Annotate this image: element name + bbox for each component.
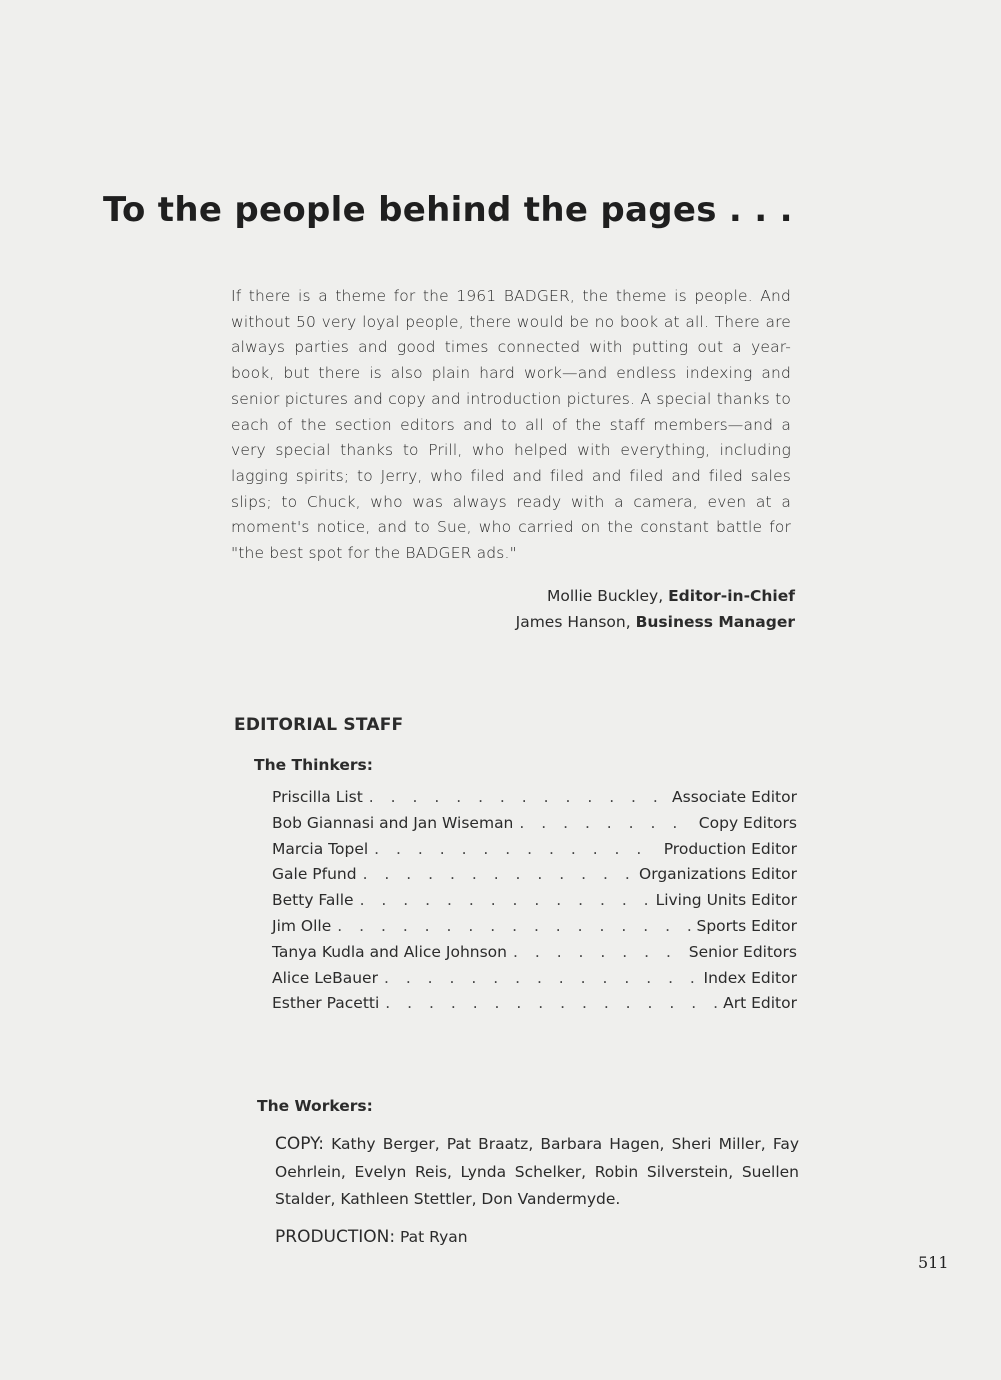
editorial-staff-heading: EDITORIAL STAFF (234, 715, 404, 735)
leader-dots (513, 943, 683, 961)
copy-label: COPY: (275, 1134, 324, 1154)
leader-dots (360, 891, 650, 909)
staff-role: Living Units Editor (655, 891, 797, 910)
staff-role: Senior Editors (688, 942, 797, 961)
signature-line (516, 584, 795, 610)
signature-name: James Hanson, (515, 612, 631, 631)
staff-name: Bob Giannasi and Jan Wiseman (272, 813, 514, 832)
copy-names: Kathy Berger, Pat Braatz, Barbara Hagen, Sheri Miller, Fay Oehrlein, Evelyn Reis, Lynda Schelker, Robin Silverstein, Suellen Stalder, Kathleen Stettler, Don Vandermyde. (275, 1135, 799, 1208)
staff-role: Organizations Editor (639, 865, 797, 884)
staff-name: Gale Pfund (272, 865, 357, 884)
leader-dots (384, 969, 698, 987)
leader-dots (385, 994, 717, 1012)
leader-dots (519, 814, 692, 832)
leader-dots (363, 865, 633, 883)
staff-name: Priscilla List (272, 788, 363, 806)
workers-heading: The Workers: (257, 1097, 373, 1115)
staff-row (272, 814, 797, 840)
production-label: PRODUCTION: (275, 1227, 396, 1247)
staff-name: Esther Pacetti (272, 994, 380, 1013)
staff-name: Alice LeBauer (272, 968, 378, 987)
signature-block (516, 584, 795, 635)
staff-row (272, 788, 797, 814)
leader-dots (337, 917, 690, 935)
signature-role: Business Manager (635, 612, 795, 631)
staff-role: Sports Editor (696, 916, 797, 935)
staff-name: Betty Falle (272, 891, 354, 910)
copy-staff (275, 1131, 799, 1214)
staff-name: Marcia Topel (272, 839, 369, 858)
intro-paragraph: If there is a theme for the 1961 BADGER, the theme is people. And without 50 very loyal people, there would be no book at all. There are always parties and good times connected with putting out a year-book, but there is also plain hard work—and endless indexing and senior pictures and copy and introduction pictures. A special thanks to each of the section editors and to all of the staff members—and a very special thanks to Prill, who helped with everything, including lagging spirits; to Jerry, who filed and filed and filed and filed sales slips; to Chuck, who was always ready with a camera, even at a moment's notice, and to Sue, who carried on the constant battle for "the best spot for the BADGER ads." (231, 287, 791, 563)
staff-name: Jim Olle (272, 916, 332, 935)
thinkers-heading: The Thinkers: (254, 756, 373, 774)
thinkers-list (272, 788, 797, 1020)
staff-row (272, 840, 797, 866)
staff-role: Index Editor (703, 968, 797, 987)
staff-row (272, 891, 797, 917)
staff-row (272, 917, 797, 943)
staff-row (272, 969, 797, 995)
signature-name: Mollie Buckley, (547, 587, 664, 605)
signature-line (516, 610, 795, 636)
leader-dots (374, 840, 658, 858)
staff-row (272, 994, 797, 1020)
production-names: Pat Ryan (400, 1228, 468, 1246)
signature-role: Editor-in-Chief (668, 587, 795, 605)
page-title: To the people behind the pages . . . (103, 190, 793, 230)
production-staff (275, 1224, 799, 1252)
staff-role: Associate Editor (672, 788, 797, 806)
staff-role: Production Editor (663, 839, 797, 858)
leader-dots (369, 788, 666, 806)
staff-role: Art Editor (723, 994, 797, 1013)
staff-role: Copy Editors (698, 813, 797, 832)
staff-row (272, 865, 797, 891)
page-number: 511 (918, 1253, 949, 1272)
staff-name: Tanya Kudla and Alice Johnson (272, 942, 507, 961)
staff-row (272, 943, 797, 969)
